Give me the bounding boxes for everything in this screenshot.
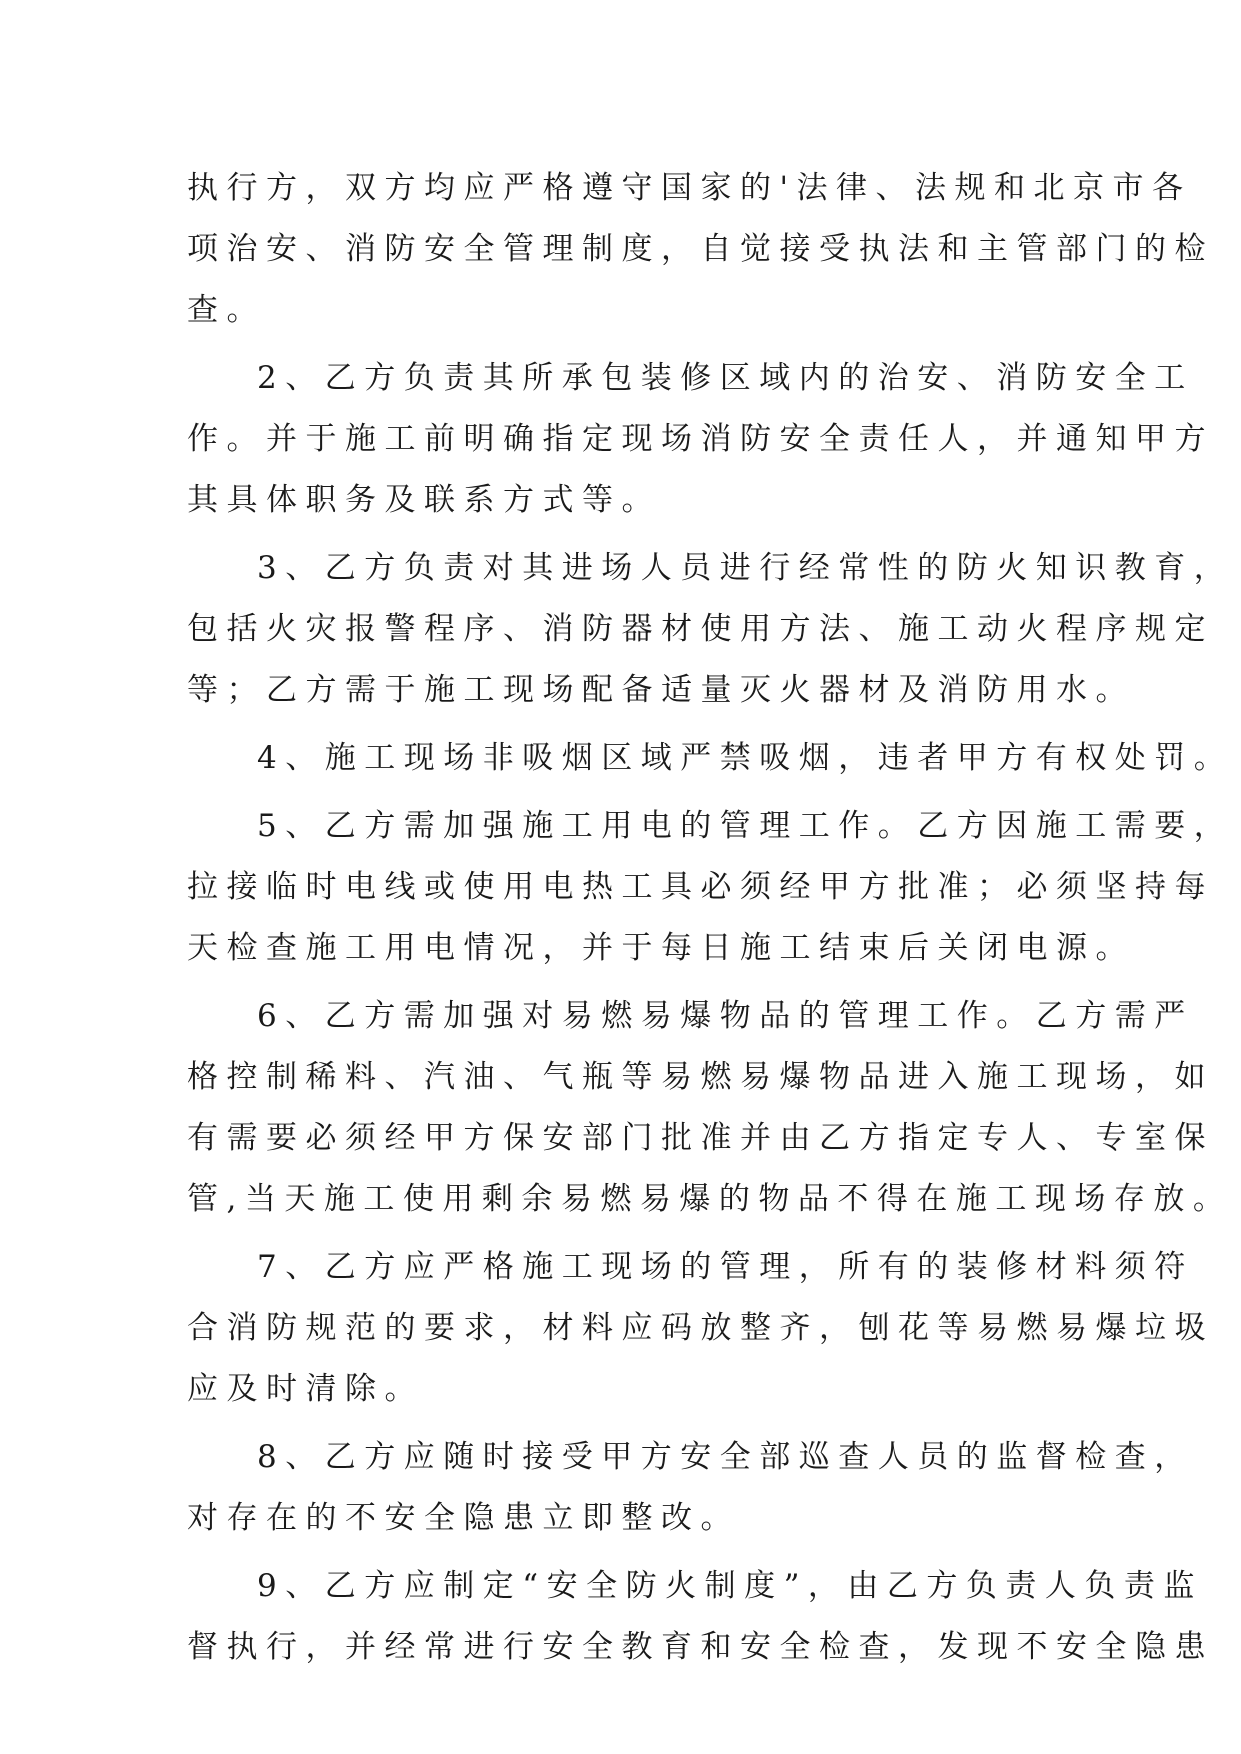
paragraph-1 xyxy=(187,158,1214,341)
text-line: 等；乙方需于施工现场配备适量灭火器材及消防用水。 xyxy=(187,672,1135,708)
text-line: 执行方，双方均应严格遵守国家的'法律、法规和北京市各 xyxy=(187,170,1192,206)
paragraph-6 xyxy=(187,986,1233,1230)
text-line: 8、乙方应随时接受甲方安全部巡查人员的监督检查， xyxy=(257,1439,1194,1475)
text-line: 有需要必须经甲方保安部门批准并由乙方指定专人、专室保 xyxy=(187,1120,1214,1156)
text-line: 天检查施工用电情况，并于每日施工结束后关闭电源。 xyxy=(187,930,1135,966)
text-line: 合消防规范的要求，材料应码放整齐，刨花等易燃易爆垃圾 xyxy=(187,1310,1214,1346)
text-line: 督执行，并经常进行安全教育和安全检查，发现不安全隐患 xyxy=(187,1629,1214,1665)
text-line: 拉接临时电线或使用电热工具必须经甲方批准；必须坚持每 xyxy=(187,869,1214,905)
text-line: 2、乙方负责其所承包装修区域内的治安、消防安全工 xyxy=(257,360,1194,396)
paragraph-3 xyxy=(187,538,1234,721)
text-line: 包括火灾报警程序、消防器材使用方法、施工动火程序规定 xyxy=(187,611,1214,647)
text-line: 项治安、消防安全管理制度，自觉接受执法和主管部门的检 xyxy=(187,231,1214,267)
text-line: 对存在的不安全隐患立即整改。 xyxy=(187,1500,740,1536)
text-line: 应及时清除。 xyxy=(187,1371,424,1407)
text-line: 格控制稀料、汽油、气瓶等易燃易爆物品进入施工现场，如 xyxy=(187,1059,1214,1095)
paragraph-8 xyxy=(187,1427,1194,1549)
text-line: 作。并于施工前明确指定现场消防安全责任人，并通知甲方 xyxy=(187,421,1214,457)
text-line: 3、乙方负责对其进场人员进行经常性的防火知识教育， xyxy=(257,550,1234,586)
paragraph-4 xyxy=(187,728,1234,789)
text-line: 6、乙方需加强对易燃易爆物品的管理工作。乙方需严 xyxy=(257,998,1194,1034)
text-line: 9、乙方应制定“安全防火制度”，由乙方负责人负责监 xyxy=(257,1568,1203,1604)
paragraph-7 xyxy=(187,1237,1214,1420)
text-line: 其具体职务及联系方式等。 xyxy=(187,482,661,518)
text-line: 7、乙方应严格施工现场的管理，所有的装修材料须符 xyxy=(257,1249,1194,1285)
text-line: 4、施工现场非吸烟区域严禁吸烟，违者甲方有权处罚。 xyxy=(257,740,1234,776)
paragraph-2 xyxy=(187,348,1214,531)
paragraph-9 xyxy=(187,1556,1214,1678)
text-line: 查。 xyxy=(187,292,266,328)
text-line: 管,当天施工使用剩余易燃易爆的物品不得在施工现场存放。 xyxy=(187,1181,1233,1217)
paragraph-5 xyxy=(187,796,1234,979)
text-line: 5、乙方需加强施工用电的管理工作。乙方因施工需要， xyxy=(257,808,1234,844)
document-body xyxy=(187,158,1234,1678)
